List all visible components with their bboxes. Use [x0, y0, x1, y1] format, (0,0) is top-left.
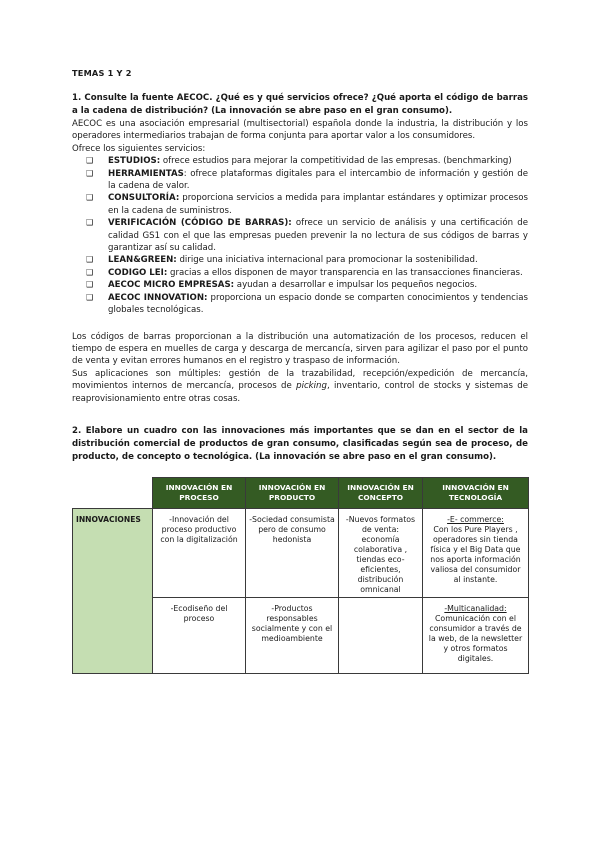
innovation-table: [72, 477, 529, 674]
table-row: [73, 508, 529, 597]
cell-concepto: [339, 597, 423, 673]
checkbox-bullet-icon: ❑: [86, 255, 94, 265]
service-term: AECOC MICRO EMPRESAS:: [108, 280, 235, 291]
service-text: dirige una iniciativa internacional para promocionar la sostenibilidad.: [176, 255, 478, 266]
service-text: ofrece un servicio de análisis y una certificación de calidad GS1 con el que las empresas pueden prevenir la no lectura de sus códigos de barras y garantizar así su calidad.: [108, 218, 528, 254]
header-producto: INNOVACIÓN EN PRODUCTO: [246, 477, 339, 508]
table-corner: [73, 477, 153, 508]
aecoc-intro: AECOC es una asociación empresarial (multisectorial) española donde la industria, la distribución y los operadores intermediarios trabajan de forma conjunta para aportar valor a los consumidores.: [72, 119, 528, 142]
document-page: [72, 68, 528, 674]
service-term: CONSULTORÍA:: [108, 193, 180, 204]
cell-proceso: -Innovación del proceso productivo con la digitalización: [153, 508, 246, 597]
service-term: CODIGO LEI:: [108, 267, 168, 278]
row-label: INNOVACIONES: [73, 508, 153, 673]
service-term: AECOC INNOVATION:: [108, 292, 208, 303]
header-tecnologia: INNOVACIÓN EN TECNOLOGÍA: [423, 477, 529, 508]
service-text: gracias a ellos disponen de mayor transparencia en las transacciones financieras.: [167, 267, 523, 278]
checkbox-bullet-icon: ❑: [86, 218, 94, 228]
barcode-text-b: , inventario, control de stocks y sistemas de reaprovisionamiento entre otras cosas.: [72, 381, 529, 404]
checkbox-bullet-icon: ❑: [86, 267, 94, 277]
table-header-row: [73, 477, 529, 508]
cell-concepto: -Nuevos formatos de venta: economía colaborativa , tiendas eco-eficientes, distribución omnicanal: [339, 508, 423, 597]
checkbox-bullet-icon: ❑: [86, 168, 94, 178]
service-term: VERIFICACIÓN (CÓDIGO DE BARRAS):: [108, 218, 292, 229]
tecnologia-title: -Multicanalidad:: [444, 603, 507, 613]
list-item: [86, 279, 528, 291]
cell-proceso: -Ecodiseño del proceso: [153, 597, 246, 673]
list-item: [86, 155, 528, 167]
tecnologia-text: Comunicación con el consumidor a través de la web, de la newsletter y otros formatos digitales.: [428, 613, 523, 663]
service-term: ESTUDIOS:: [108, 156, 161, 167]
services-lead: Ofrece los siguientes servicios:: [72, 143, 206, 154]
cell-tecnologia: [423, 508, 529, 597]
service-term: LEAN&GREEN:: [108, 255, 177, 266]
checkbox-bullet-icon: ❑: [86, 193, 94, 203]
question-1: 1. Consulte la fuente AECOC. ¿Qué es y qué servicios ofrece? ¿Qué aporta el código de barras a la cadena de distribución? (La innovación se abre paso en el gran consumo).: [72, 93, 528, 116]
service-text: : ofrece plataformas digitales para el intercambio de información y gestión de la cadena de valor.: [108, 168, 528, 192]
list-item: [86, 267, 528, 279]
header-concepto: INNOVACIÓN EN CONCEPTO: [339, 477, 423, 508]
cell-producto: -Productos responsables socialmente y con el medioambiente: [246, 597, 339, 673]
header-proceso: INNOVACIÓN EN PROCESO: [153, 477, 246, 508]
document-heading: TEMAS 1 Y 2: [72, 68, 132, 78]
list-item: [86, 254, 528, 266]
barcode-paragraph-1: Los códigos de barras proporcionan a la distribución una automatización de los procesos, reducen el tiempo de espera en muelles de carga y descarga de mercancía, sirven para agilizar el paso por el punto de venta y evitan errores humanos en el registro y traspaso de información.: [72, 331, 528, 367]
barcode-text-a: Sus aplicaciones son múltiples: gestión de la trazabilidad, recepción/expedición de mercancía, movimientos internos de mercancía, procesos de: [72, 368, 528, 392]
service-text: proporciona servicios a medida para implantar estándares y optimizar procesos en la cadena de suministros.: [108, 193, 528, 216]
checkbox-bullet-icon: ❑: [86, 292, 94, 302]
service-text: ayudan a desarrollar e impulsar los pequeños negocios.: [234, 280, 478, 291]
barcode-text-italic: picking: [296, 381, 327, 392]
service-text: ofrece estudios para mejorar la competitividad de las empresas. (benchmarking): [160, 156, 512, 167]
service-term: HERRAMIENTAS: [108, 168, 184, 179]
list-item: [86, 217, 528, 254]
services-list: [72, 155, 528, 316]
checkbox-bullet-icon: ❑: [86, 156, 94, 166]
question-2: 2. Elabore un cuadro con las innovaciones más importantes que se dan en el sector de la distribución comercial de productos de gran consumo, clasificadas según sea de proceso, de producto, de concepto o tecnológica. (La innovación se abre paso en el gran consumo).: [72, 425, 528, 462]
list-item: [86, 168, 528, 193]
list-item: [86, 192, 528, 217]
cell-tecnologia: [423, 597, 529, 673]
list-item: [86, 292, 528, 317]
checkbox-bullet-icon: ❑: [86, 280, 94, 290]
service-text: proporciona un espacio donde se comparten conocimientos y tendencias globales tecnológicas.: [108, 292, 528, 316]
tecnologia-title: -E- commerce:: [447, 514, 504, 524]
tecnologia-text: Con los Pure Players , operadores sin tienda física y el Big Data que nos aporta información valiosa del consumidor al instante.: [430, 524, 521, 584]
barcode-paragraph-2: [72, 368, 528, 405]
cell-producto: -Sociedad consumista pero de consumo hedonista: [246, 508, 339, 597]
